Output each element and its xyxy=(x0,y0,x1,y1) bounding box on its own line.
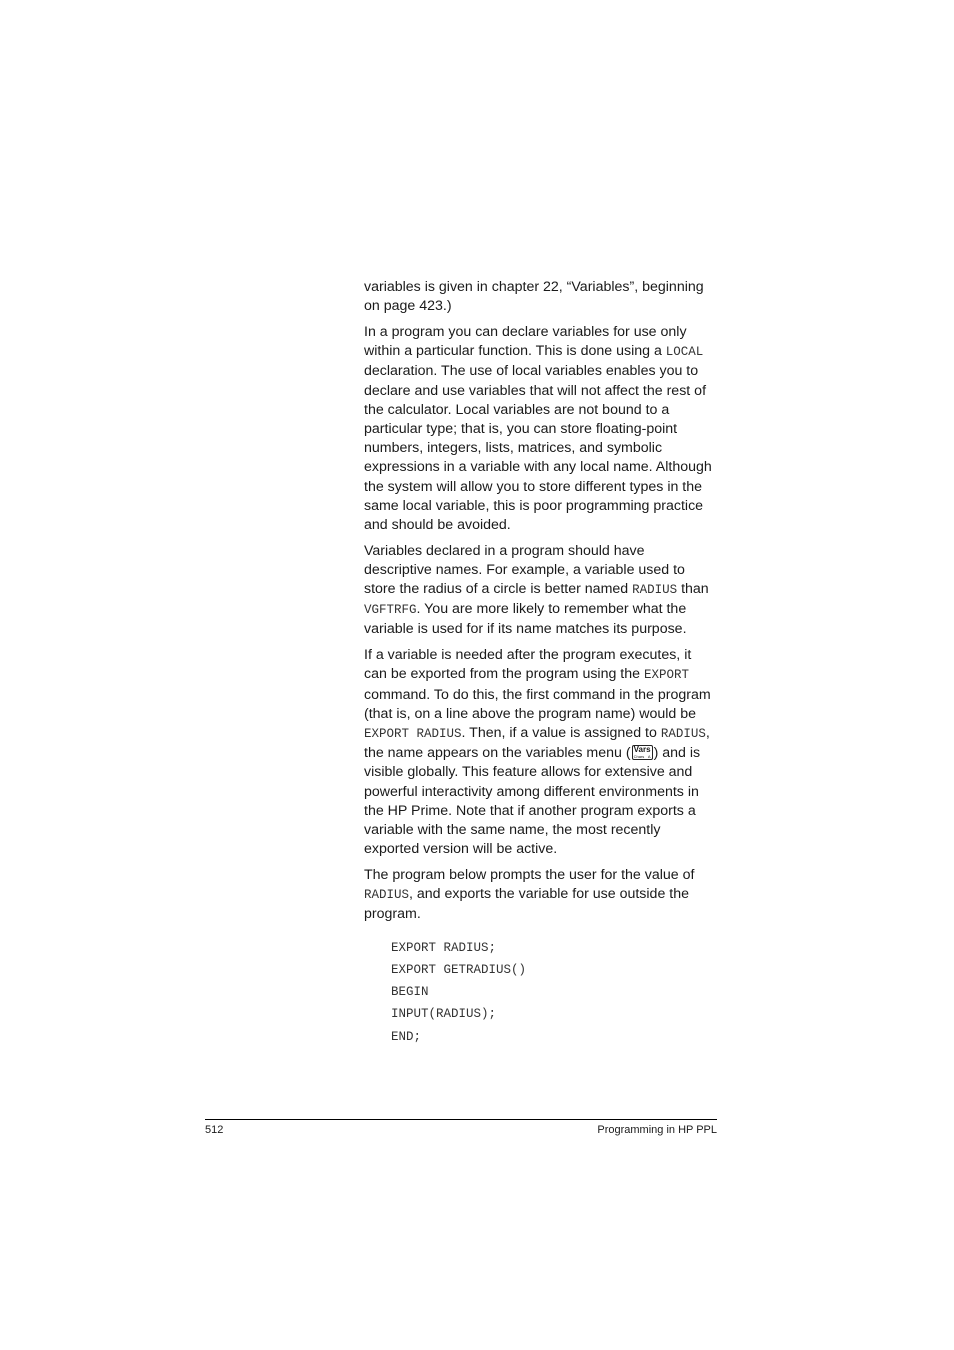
text: The program below prompts the user for the value of xyxy=(364,866,695,883)
text: variables is given in chapter 22, “Variables”, beginning on page 423.) xyxy=(364,279,704,315)
code-line: BEGIN xyxy=(391,985,429,1000)
text: In a program you can declare variables for use only within a particular function. This is done using a xyxy=(364,323,687,360)
code-inline: RADIUS xyxy=(660,726,706,741)
paragraph xyxy=(364,542,716,640)
paragraph xyxy=(364,278,716,316)
code-inline: EXPORT RADIUS xyxy=(364,726,462,741)
text: If a variable is needed after the program executes, it can be exported from the program using the xyxy=(364,647,692,683)
code-inline: RADIUS xyxy=(632,583,678,598)
vars-key-icon xyxy=(632,745,653,760)
text: command. To do this, the first command in the program (that is, on a line above the program name) would be xyxy=(364,686,711,722)
code-line: EXPORT GETRADIUS() xyxy=(391,962,527,977)
vars-key-secondary xyxy=(634,754,651,759)
code-inline: EXPORT xyxy=(643,668,689,683)
footer-divider xyxy=(205,1119,717,1120)
text: than xyxy=(677,581,709,598)
page-number: 512 xyxy=(205,1124,224,1136)
code-line: END; xyxy=(391,1029,422,1044)
text: ) and is visible globally. This feature allows for extensive and powerful interactivity among different environments in the HP Prime. Note that if another program exports a variable with the same name, the most recently exported version will be active. xyxy=(364,745,701,858)
code-inline: LOCAL xyxy=(665,345,704,360)
vars-key-label: Vars xyxy=(633,745,651,755)
code-inline: RADIUS xyxy=(364,888,410,903)
text: Variables declared in a program should have descriptive names. For example, a variable used to store the radius of a circle is better named xyxy=(364,542,685,598)
code-line: EXPORT RADIUS; xyxy=(391,940,497,955)
page-body xyxy=(364,278,716,1048)
code-inline: VGFTRFG xyxy=(364,603,417,618)
paragraph xyxy=(364,323,716,535)
text: . Then, if a value is assigned to xyxy=(461,724,661,741)
text: , the name appears on the variables menu ( xyxy=(364,724,710,762)
text: . You are more likely to remember what the variable is used for if its name matches its purpose. xyxy=(364,601,687,638)
code-listing xyxy=(391,937,716,1048)
paragraph xyxy=(364,646,716,859)
running-footer-title: Programming in HP PPL xyxy=(597,1124,717,1136)
vars-key-alpha-label: A xyxy=(647,754,651,760)
vars-key-chars-label: Chars xyxy=(633,754,645,760)
paragraph xyxy=(364,866,716,925)
text: , and exports the variable for use outside the program. xyxy=(364,886,689,923)
code-line: INPUT(RADIUS); xyxy=(391,1007,497,1022)
text: declaration. The use of local variables enables you to declare and use variables that will not affect the rest of the calculator. Local variables are not bound to a particular type; that is, you can store floating-point numbers, integers, lists, matrices, and symbolic expressions in a variable with any local name. Although the system will allow you to store different types in the same local variable, this is poor programming practice and should be avoided. xyxy=(364,363,712,533)
